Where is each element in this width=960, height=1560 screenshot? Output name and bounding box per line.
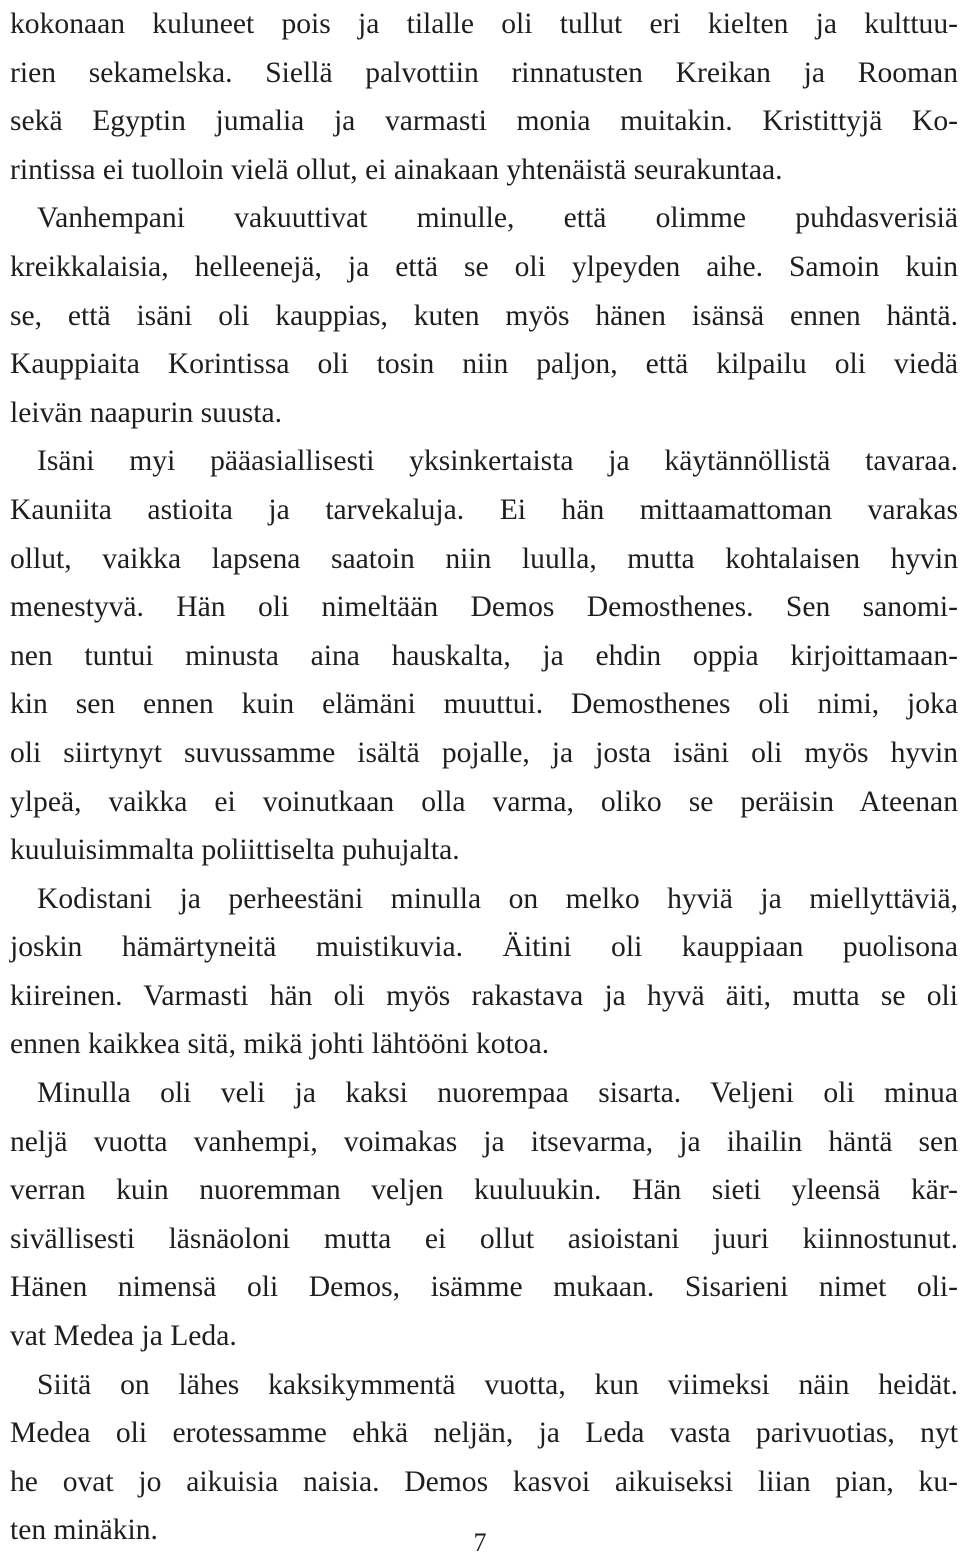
text-line: rien sekamelska. Siellä palvottiin rinnatusten Kreikan ja Rooman [10, 56, 958, 89]
text-line: Kodistani ja perheestäni minulla on melko hyviä ja miellyttäviä, [37, 882, 958, 915]
body-text [10, 0, 958, 1555]
paragraph [10, 437, 958, 874]
text-line: kuuluisimmalta poliittiselta puhujalta. [10, 834, 460, 867]
text-line: kreikkalaisia, helleenejä, ja että se oli ylpeyden aihe. Samoin kuin [10, 250, 958, 283]
paragraph [10, 1069, 958, 1361]
text-line: kin sen ennen kuin elämäni muuttui. Demosthenes oli nimi, joka [10, 688, 958, 721]
text-line: he ovat jo aikuisia naisia. Demos kasvoi aikuiseksi liian pian, ku- [10, 1465, 958, 1498]
text-line: Hänen nimensä oli Demos, isämme mukaan. Sisarieni nimet oli- [10, 1271, 958, 1304]
page-number: 7 [473, 1528, 487, 1557]
text-line: Kauniita astioita ja tarvekaluja. Ei hän mittaamattoman varakas [10, 493, 958, 526]
paragraph [10, 875, 958, 1069]
text-line: verran kuin nuoremman veljen kuuluukin. Hän sieti yleensä kär- [10, 1174, 958, 1207]
text-line: ten minäkin. [10, 1514, 158, 1547]
text-line: ollut, vaikka lapsena saatoin niin luulla, mutta kohtalaisen hyvin [10, 542, 958, 575]
text-line: kokonaan kuluneet pois ja tilalle oli tullut eri kielten ja kulttuu- [10, 8, 958, 40]
text-line: Minulla oli veli ja kaksi nuorempaa sisarta. Veljeni oli minua [37, 1077, 958, 1110]
text-line: nen tuntui minusta aina hauskalta, ja ehdin oppia kirjoittamaan- [10, 639, 958, 672]
text-line: Kauppiaita Korintissa oli tosin niin paljon, että kilpailu oli viedä [10, 348, 958, 381]
text-line: Vanhempani vakuuttivat minulle, että olimme puhdasverisiä [37, 202, 958, 235]
text-line: se, että isäni oli kauppias, kuten myös hänen isänsä ennen häntä. [10, 299, 958, 332]
text-line: menestyvä. Hän oli nimeltään Demos Demosthenes. Sen sanomi- [10, 591, 958, 624]
text-line: vat Medea ja Leda. [10, 1320, 237, 1353]
text-line: kiireinen. Varmasti hän oli myös rakastava ja hyvä äiti, mutta se oli [10, 979, 958, 1012]
text-line: leivän naapurin suusta. [10, 396, 283, 429]
text-line: Siitä on lähes kaksikymmentä vuotta, kun viimeksi näin heidät. [37, 1368, 958, 1401]
text-line: ylpeä, vaikka ei voinutkaan olla varma, oliko se peräisin Ateenan [10, 785, 958, 818]
text-line: ennen kaikkea sitä, mikä johti lähtööni kotoa. [10, 1028, 550, 1061]
text-line: sekä Egyptin jumalia ja varmasti monia muitakin. Kristittyjä Ko- [10, 105, 958, 138]
text-line: neljä vuotta vanhempi, voimakas ja itsevarma, ja ihailin häntä sen [10, 1125, 958, 1158]
text-line: sivällisesti läsnäoloni mutta ei ollut asioistani juuri kiinnostunut. [10, 1222, 958, 1255]
text-line: Isäni myi pääasiallisesti yksinkertaista ja käytännöllistä tavaraa. [37, 445, 958, 478]
text-line: oli siirtynyt suvussamme isältä pojalle, ja josta isäni oli myös hyvin [10, 736, 958, 769]
paragraph [10, 194, 958, 437]
text-line: rintissa ei tuolloin vielä ollut, ei ainakaan yhtenäistä seurakuntaa. [10, 153, 783, 186]
paragraph [10, 1361, 958, 1555]
text-line: Medea oli erotessamme ehkä neljän, ja Leda vasta parivuotias, nyt [10, 1417, 958, 1450]
text-line: joskin hämärtyneitä muistikuvia. Äitini oli kauppiaan puolisona [10, 931, 958, 964]
paragraph [10, 0, 958, 194]
